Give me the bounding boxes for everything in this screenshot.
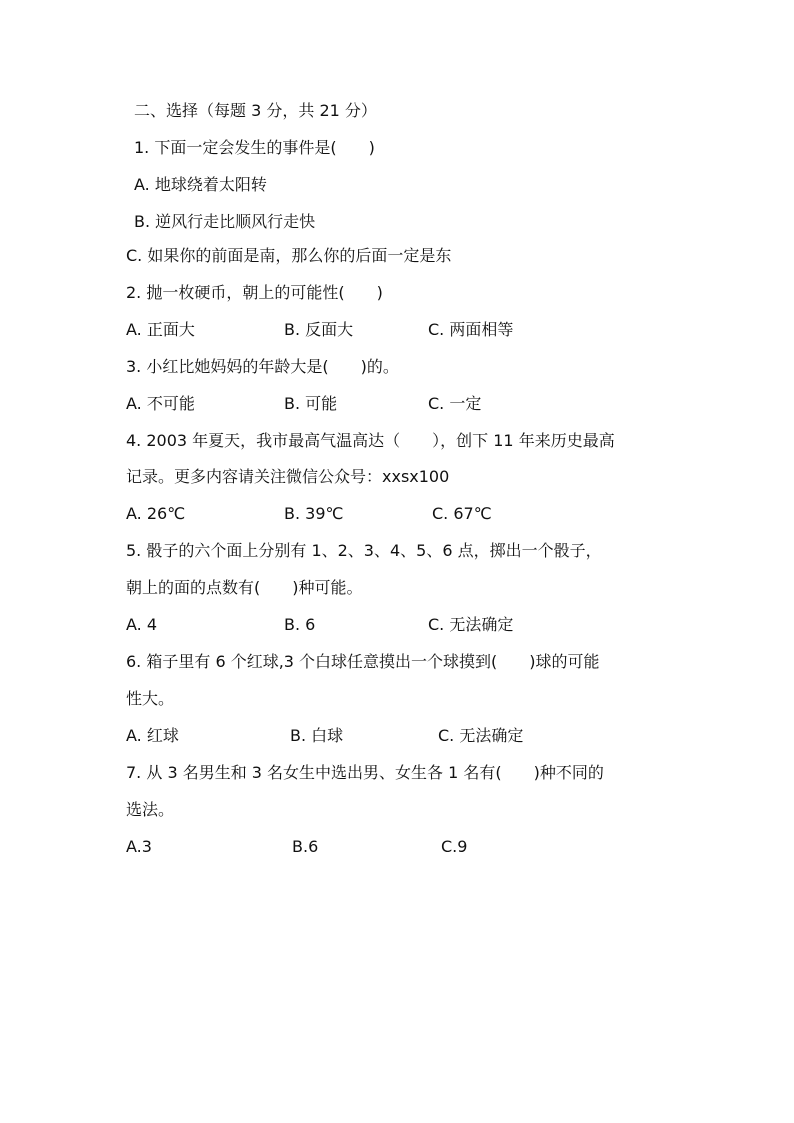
question-2-option-c: C. 两面相等 bbox=[428, 320, 514, 339]
question-5-option-b: B. 6 bbox=[284, 615, 316, 634]
question-7-option-c: C.9 bbox=[441, 837, 468, 856]
question-3-option-a: A. 不可能 bbox=[126, 394, 195, 413]
question-7-option-a: A.3 bbox=[126, 837, 152, 856]
question-4-option-a: A. 26℃ bbox=[126, 504, 186, 523]
question-5-option-a: A. 4 bbox=[126, 615, 158, 634]
question-7-option-b: B.6 bbox=[292, 837, 319, 856]
question-1-option-a: A. 地球绕着太阳转 bbox=[134, 175, 267, 194]
section-title: 二、选择（每题 3 分，共 21 分） bbox=[134, 101, 377, 120]
question-5-stem-line-1: 5. 骰子的六个面上分别有 1、2、3、4、5、6 点，掷出一个骰子， bbox=[126, 541, 602, 560]
question-4-stem-line-1: 4. 2003 年夏天，我市最高气温高达（ ），创下 11 年来历史最高 bbox=[126, 431, 615, 450]
question-2-stem: 2. 抛一枚硬币，朝上的可能性( ) bbox=[126, 283, 383, 302]
question-1-stem: 1. 下面一定会发生的事件是( ) bbox=[134, 138, 375, 157]
question-5-stem-line-2: 朝上的面的点数有( )种可能。 bbox=[126, 578, 363, 597]
question-7-stem-line-1: 7. 从 3 名男生和 3 名女生中选出男、女生各 1 名有( )种不同的 bbox=[126, 763, 604, 782]
question-1-option-c: C. 如果你的前面是南，那么你的后面一定是东 bbox=[126, 246, 452, 265]
question-6-stem-line-1: 6. 箱子里有 6 个红球,3 个白球任意摸出一个球摸到( )球的可能 bbox=[126, 652, 600, 671]
question-3-option-c: C. 一定 bbox=[428, 394, 482, 413]
question-7-stem-line-2: 选法。 bbox=[126, 800, 175, 819]
question-5-option-c: C. 无法确定 bbox=[428, 615, 514, 634]
question-6-stem-line-2: 性大。 bbox=[126, 689, 175, 708]
question-4-option-b: B. 39℃ bbox=[284, 504, 344, 523]
question-1-option-b: B. 逆风行走比顺风行走快 bbox=[134, 212, 316, 231]
question-6-option-b: B. 白球 bbox=[290, 726, 344, 745]
question-4-stem-line-2: 记录。更多内容请关注微信公众号：xxsx100 bbox=[126, 467, 450, 486]
question-3-stem: 3. 小红比她妈妈的年龄大是( )的。 bbox=[126, 357, 399, 376]
question-2-option-b: B. 反面大 bbox=[284, 320, 354, 339]
question-6-option-c: C. 无法确定 bbox=[438, 726, 524, 745]
question-6-option-a: A. 红球 bbox=[126, 726, 179, 745]
question-2-option-a: A. 正面大 bbox=[126, 320, 195, 339]
question-3-option-b: B. 可能 bbox=[284, 394, 338, 413]
question-4-option-c: C. 67℃ bbox=[432, 504, 492, 523]
